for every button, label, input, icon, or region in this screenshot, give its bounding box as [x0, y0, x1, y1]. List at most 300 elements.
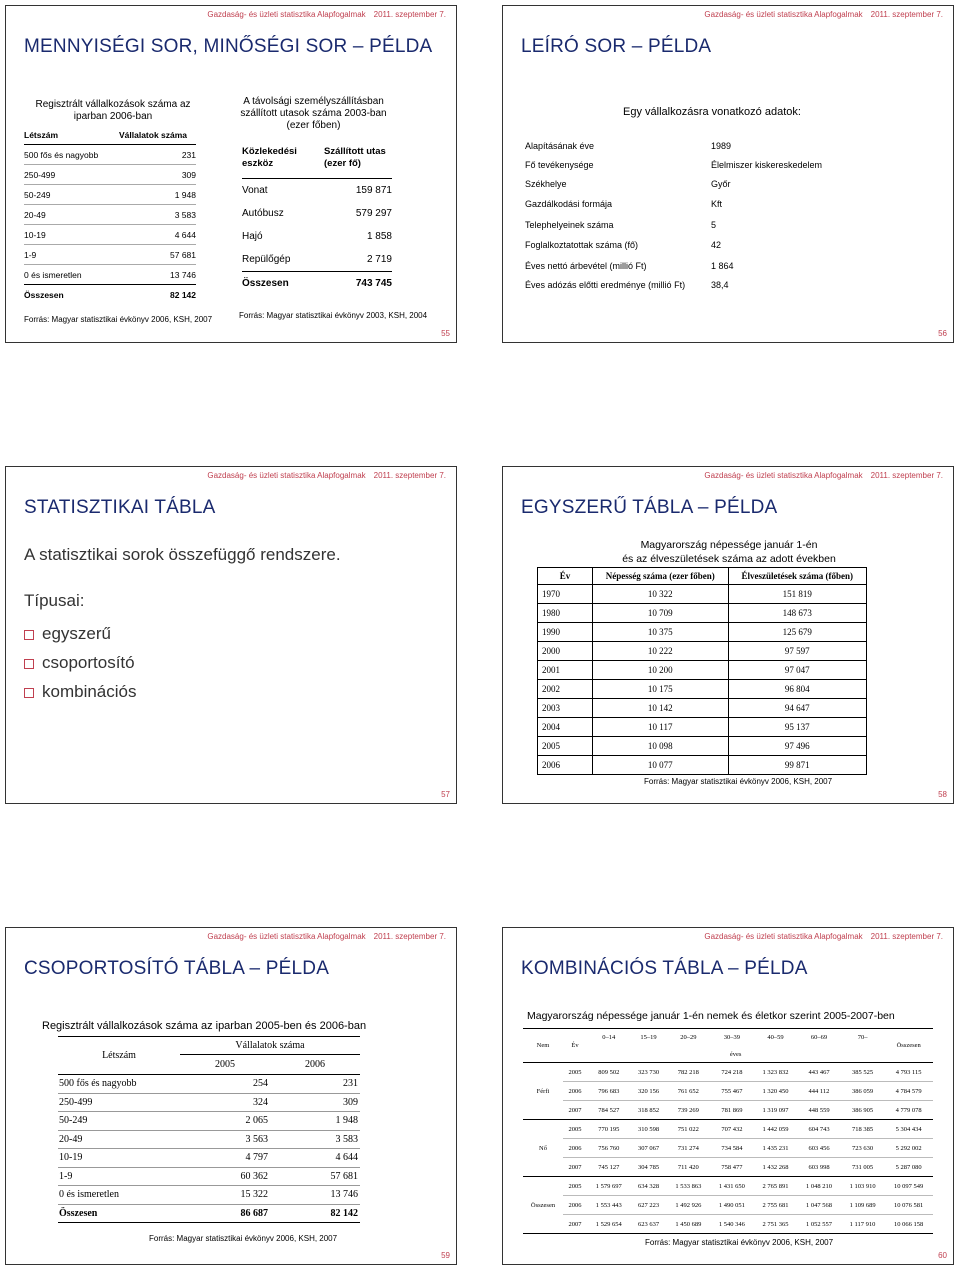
- cell: 151 819: [728, 585, 866, 604]
- header-course: Gazdaság- és üzleti statisztika Alapfogalmak: [207, 932, 366, 941]
- checkbox-bullet-icon: [24, 630, 34, 640]
- row-label: 50-249: [24, 189, 51, 200]
- th-age-5: 60–69: [797, 1029, 841, 1047]
- group-label: Összesen: [523, 1177, 563, 1234]
- row-label: 20-49: [24, 209, 46, 220]
- row-label: Összesen: [24, 289, 64, 300]
- table-row: [58, 1167, 360, 1186]
- th-utas: Szállított utas (ezer fő): [324, 146, 386, 169]
- row-label: Telephelyeinek száma: [525, 219, 614, 230]
- cell: 304 785: [631, 1158, 667, 1177]
- table-row: [58, 1112, 360, 1131]
- row-value: 38,4: [711, 279, 729, 290]
- cell: 385 525: [841, 1063, 885, 1082]
- cell: 2006: [563, 1139, 587, 1158]
- left-caption: Regisztrált vállalkozások száma az iparban 2006-ban: [35, 99, 191, 122]
- row-value: 2 719: [366, 254, 392, 265]
- table-row: [58, 1130, 360, 1149]
- table-row: [525, 256, 845, 275]
- cell: 13 746: [270, 1186, 360, 1205]
- table-row: [538, 699, 867, 718]
- checkbox-bullet-icon: [24, 688, 34, 698]
- cell: 796 683: [587, 1082, 631, 1101]
- cell: 756 760: [587, 1139, 631, 1158]
- table-row: [538, 756, 867, 775]
- bullet-item: [24, 677, 137, 706]
- th-age-1: 15–19: [631, 1029, 667, 1047]
- cell: 5 292 002: [884, 1139, 933, 1158]
- cell: 99 871: [728, 756, 866, 775]
- row-value: Kft: [711, 199, 723, 209]
- company-table: [525, 136, 845, 294]
- cell: 2 751 365: [754, 1215, 798, 1234]
- bullet-item: [24, 648, 137, 677]
- cell: 94 647: [728, 699, 866, 718]
- cell: 623 637: [631, 1215, 667, 1234]
- cell: 603 456: [797, 1139, 841, 1158]
- row-label: Repülőgép: [242, 254, 291, 265]
- cell: 1 579 697: [587, 1177, 631, 1196]
- cell: 97 496: [728, 737, 866, 756]
- page-number: 57: [441, 790, 450, 799]
- source: Forrás: Magyar statisztikai évkönyv 2006, KSH, 2007: [645, 1238, 834, 1247]
- cell: 1990: [538, 623, 593, 642]
- cell: 731 005: [841, 1158, 885, 1177]
- bullet-text: csoportosító: [42, 653, 135, 672]
- header-course: Gazdaság- és üzleti statisztika Alapfogalmak: [207, 471, 366, 480]
- row-label: 500 fős és nagyobb: [24, 149, 99, 160]
- cell: 0 és ismeretlen: [58, 1186, 180, 1205]
- table-row: [538, 661, 867, 680]
- row-value: Győr: [711, 178, 731, 189]
- cell: 95 137: [728, 718, 866, 737]
- caption: Magyarország népessége január 1-én nemek és életkor szerint 2005-2007-ben: [527, 1010, 895, 1022]
- slide-60: [502, 927, 954, 1265]
- cell: 5 287 080: [884, 1158, 933, 1177]
- cell: 444 112: [797, 1082, 841, 1101]
- cell: 10-19: [58, 1149, 180, 1168]
- cell: 755 467: [710, 1082, 754, 1101]
- header-date: 2011. szeptember 7.: [870, 932, 943, 941]
- table-row: [242, 271, 392, 295]
- table-row: [525, 234, 845, 256]
- cell: 320 156: [631, 1082, 667, 1101]
- caption: Regisztrált vállalkozások száma az iparban 2005-ben és 2006-ban: [42, 1020, 367, 1032]
- cell: 761 652: [667, 1082, 711, 1101]
- table-row: [58, 1075, 360, 1094]
- cell: 2000: [538, 642, 593, 661]
- cell: 20-49: [58, 1130, 180, 1149]
- table-row: [58, 1204, 360, 1223]
- th-nem: Nem: [523, 1029, 563, 1063]
- cell: 2007: [563, 1215, 587, 1234]
- row-value: 1989: [711, 140, 732, 151]
- row-label: 10-19: [24, 229, 46, 240]
- row-value: 82 142: [170, 289, 196, 300]
- cell: 758 477: [710, 1158, 754, 1177]
- cell: 1-9: [58, 1167, 180, 1186]
- cell: 751 022: [667, 1120, 711, 1139]
- row-value: 1 864: [711, 260, 734, 271]
- row-value: 13 746: [170, 269, 196, 280]
- cell: 10 222: [593, 642, 729, 661]
- cell: 707 432: [710, 1120, 754, 1139]
- cell: 1 540 346: [710, 1215, 754, 1234]
- cell: 2002: [538, 680, 593, 699]
- slide-55: [5, 5, 457, 343]
- cell: 82 142: [270, 1204, 360, 1223]
- cell: 1 047 568: [797, 1196, 841, 1215]
- header-course: Gazdaság- és üzleti statisztika Alapfogalmak: [704, 471, 863, 480]
- table-row: [242, 202, 392, 225]
- slide-58: [502, 466, 954, 804]
- cell: 125 679: [728, 623, 866, 642]
- cell: 448 559: [797, 1101, 841, 1120]
- table-row: [242, 225, 392, 248]
- table-row: [58, 1149, 360, 1168]
- left-source: Forrás: Magyar statisztikai évkönyv 2006, KSH, 2007: [24, 315, 213, 324]
- row-value: 743 745: [355, 278, 392, 289]
- cell: 10 175: [593, 680, 729, 699]
- slide-header: [199, 10, 446, 19]
- cell: 1 431 650: [710, 1177, 754, 1196]
- cell: 731 274: [667, 1139, 711, 1158]
- table-row: [24, 164, 196, 184]
- table-row: [525, 155, 845, 174]
- cell: 386 905: [841, 1101, 885, 1120]
- cell: 2005: [538, 737, 593, 756]
- cell: 254: [180, 1075, 270, 1094]
- cell: 1 320 450: [754, 1082, 798, 1101]
- table-row: [525, 275, 845, 294]
- table-row: [24, 145, 196, 164]
- cell: 1 323 832: [754, 1063, 798, 1082]
- table-row: [58, 1093, 360, 1112]
- group-label: Férfi: [523, 1063, 563, 1120]
- th-eszkoz: Közlekedési eszköz: [242, 146, 297, 169]
- th-eves: éves: [587, 1047, 884, 1063]
- cell: 10 077: [593, 756, 729, 775]
- page-number: 60: [938, 1251, 947, 1260]
- cell: 1 117 910: [841, 1215, 885, 1234]
- th-age-6: 70–: [841, 1029, 885, 1047]
- cell: 734 584: [710, 1139, 754, 1158]
- cell: 2006: [563, 1196, 587, 1215]
- row-value: 4 644: [174, 229, 196, 240]
- cell: 1 450 689: [667, 1215, 711, 1234]
- slide-title: EGYSZERŰ TÁBLA – PÉLDA: [521, 497, 778, 518]
- table-row: [538, 604, 867, 623]
- table-row: [24, 224, 196, 244]
- bullet-text: egyszerű: [42, 624, 111, 643]
- cell: 1 435 231: [754, 1139, 798, 1158]
- cell: 1 319 097: [754, 1101, 798, 1120]
- cell: 97 597: [728, 642, 866, 661]
- th-letszam: Létszám: [24, 130, 59, 140]
- row-label: Foglalkoztatottak száma (fő): [525, 240, 639, 250]
- checkbox-bullet-icon: [24, 659, 34, 669]
- cell: 2006: [538, 756, 593, 775]
- page-number: 58: [938, 790, 947, 799]
- cell: 2 765 891: [754, 1177, 798, 1196]
- row-label: Autóbusz: [242, 208, 284, 219]
- cell: 2005: [563, 1063, 587, 1082]
- header-course: Gazdaság- és üzleti statisztika Alapfogalmak: [704, 932, 863, 941]
- cell: 724 218: [710, 1063, 754, 1082]
- table-row: [58, 1186, 360, 1205]
- cell: 386 059: [841, 1082, 885, 1101]
- cell: 86 687: [180, 1204, 270, 1223]
- cell: 1 442 059: [754, 1120, 798, 1139]
- page-number: 56: [938, 329, 947, 338]
- cell: 4 779 078: [884, 1101, 933, 1120]
- table-row: [24, 204, 196, 224]
- page-number: 55: [441, 329, 450, 338]
- slide-57: [5, 466, 457, 804]
- cell: 324: [180, 1093, 270, 1112]
- row-label: 0 és ismeretlen: [24, 269, 82, 280]
- th-age-0: 0–14: [587, 1029, 631, 1047]
- cell: 723 630: [841, 1139, 885, 1158]
- caption: Egy vállalkozásra vonatkozó adatok:: [623, 106, 801, 118]
- slide-title: MENNYISÉGI SOR, MINŐSÉGI SOR – PÉLDA: [24, 36, 433, 57]
- header-course: Gazdaság- és üzleti statisztika Alapfogalmak: [704, 10, 863, 19]
- cell: 10 375: [593, 623, 729, 642]
- cell: 2 065: [180, 1112, 270, 1131]
- cell: 318 852: [631, 1101, 667, 1120]
- cell: 711 420: [667, 1158, 711, 1177]
- cell: 1 103 910: [841, 1177, 885, 1196]
- table-row: [523, 1158, 933, 1177]
- row-label: Hajó: [242, 231, 263, 242]
- row-value: 1 858: [366, 231, 392, 242]
- page-number: 59: [441, 1251, 450, 1260]
- types-label: Típusai:: [24, 591, 85, 610]
- slide-title: CSOPORTOSÍTÓ TÁBLA – PÉLDA: [24, 958, 330, 979]
- th-vallalatok: Vállalatok száma: [180, 1037, 360, 1055]
- cell: 3 583: [270, 1130, 360, 1149]
- row-label: Alapításának éve: [525, 140, 595, 151]
- table-row: [538, 585, 867, 604]
- th-age-3: 30–39: [710, 1029, 754, 1047]
- row-value: 309: [181, 169, 196, 180]
- th-elveszuletes: Élveszületések száma (főben): [728, 568, 866, 585]
- th-osszesen: Összesen: [884, 1029, 933, 1063]
- cell: 50-249: [58, 1112, 180, 1131]
- cell: 5 304 434: [884, 1120, 933, 1139]
- header-date: 2011. szeptember 7.: [870, 10, 943, 19]
- source: Forrás: Magyar statisztikai évkönyv 2006, KSH, 2007: [149, 1234, 338, 1243]
- row-label: 1-9: [24, 249, 37, 260]
- cell: 10 076 581: [884, 1196, 933, 1215]
- cell: 770 195: [587, 1120, 631, 1139]
- th-age-2: 20–29: [667, 1029, 711, 1047]
- table-row: [523, 1063, 933, 1082]
- grouped-table: [58, 1036, 360, 1223]
- cell: 250-499: [58, 1093, 180, 1112]
- combination-table: [523, 1028, 933, 1234]
- slide-title: STATISZTIKAI TÁBLA: [24, 497, 216, 518]
- cell: 2 755 681: [754, 1196, 798, 1215]
- th-ev: Év: [538, 568, 593, 585]
- table-row: [525, 193, 845, 215]
- table-row: [24, 264, 196, 284]
- row-value: 5: [711, 219, 717, 230]
- cell: 1 948: [270, 1112, 360, 1131]
- header-date: 2011. szeptember 7.: [373, 10, 446, 19]
- cell: 323 730: [631, 1063, 667, 1082]
- table-row: [538, 623, 867, 642]
- header-date: 2011. szeptember 7.: [870, 471, 943, 480]
- bullet-text: kombinációs: [42, 682, 137, 701]
- types-list: [24, 619, 137, 706]
- cell: 2006: [563, 1082, 587, 1101]
- cell: 1 490 051: [710, 1196, 754, 1215]
- table-row: [24, 244, 196, 264]
- cell: 782 218: [667, 1063, 711, 1082]
- table-row: [523, 1196, 933, 1215]
- cell: 97 047: [728, 661, 866, 680]
- header-course: Gazdaság- és üzleti statisztika Alapfogalmak: [207, 10, 366, 19]
- left-table: [24, 130, 196, 304]
- table-row: [24, 284, 196, 304]
- cell: 4 793 115: [884, 1063, 933, 1082]
- row-value: 231: [181, 149, 196, 160]
- row-label: Székhelye: [525, 178, 567, 189]
- table-row: [523, 1120, 933, 1139]
- cell: 10 709: [593, 604, 729, 623]
- slide-header: [199, 471, 446, 480]
- cell: 781 869: [710, 1101, 754, 1120]
- th-vallalatok: Vállalatok száma: [119, 130, 188, 140]
- right-caption: A távolsági személyszállításban szállított utasok száma 2003-ban (ezer főben): [240, 96, 387, 131]
- slide-header: [696, 471, 943, 480]
- row-value: 57 681: [170, 249, 196, 260]
- cell: 15 322: [180, 1186, 270, 1205]
- cell: 784 527: [587, 1101, 631, 1120]
- slide-header: [696, 10, 943, 19]
- cell: 4 784 579: [884, 1082, 933, 1101]
- header-date: 2011. szeptember 7.: [373, 471, 446, 480]
- cell: 745 127: [587, 1158, 631, 1177]
- cell: 231: [270, 1075, 360, 1094]
- cell: 10 200: [593, 661, 729, 680]
- th-age-4: 40–59: [754, 1029, 798, 1047]
- slide-title: KOMBINÁCIÓS TÁBLA – PÉLDA: [521, 958, 808, 979]
- cell: 1980: [538, 604, 593, 623]
- cell: 1 432 268: [754, 1158, 798, 1177]
- row-label: Összesen: [242, 278, 289, 289]
- table-row: [525, 136, 845, 155]
- cell: 1 533 863: [667, 1177, 711, 1196]
- cell: 10 098: [593, 737, 729, 756]
- row-value: 3 583: [174, 209, 196, 220]
- cell: 2004: [538, 718, 593, 737]
- slide-56: [502, 5, 954, 343]
- table-row: [525, 174, 845, 193]
- table-row: [24, 184, 196, 204]
- cell: 500 fős és nagyobb: [58, 1075, 180, 1094]
- cell: 60 362: [180, 1167, 270, 1186]
- table-row: [242, 179, 392, 202]
- cell: 2005: [563, 1120, 587, 1139]
- cell: 1 553 443: [587, 1196, 631, 1215]
- cell: 2001: [538, 661, 593, 680]
- group-label: Nő: [523, 1120, 563, 1177]
- cell: 604 743: [797, 1120, 841, 1139]
- row-label: Fő tevékenysége: [525, 159, 594, 170]
- row-label: Gazdálkodási formája: [525, 199, 613, 209]
- cell: 148 673: [728, 604, 866, 623]
- row-value: 42: [711, 240, 722, 250]
- row-label: Éves adózás előtti eredménye (millió Ft): [525, 279, 686, 290]
- table-row: [538, 718, 867, 737]
- cell: 718 385: [841, 1120, 885, 1139]
- table-row: [538, 737, 867, 756]
- bullet-item: [24, 619, 137, 648]
- cell: 1 052 557: [797, 1215, 841, 1234]
- cell: 2007: [563, 1158, 587, 1177]
- definition-text: A statisztikai sorok összefüggő rendszere.: [24, 545, 341, 564]
- cell: 10 066 158: [884, 1215, 933, 1234]
- cell: 2003: [538, 699, 593, 718]
- cell: 309: [270, 1093, 360, 1112]
- caption-line-2: és az élveszületések száma az adott években: [622, 553, 836, 565]
- th-ev: Év: [563, 1029, 587, 1063]
- row-value: 579 297: [355, 208, 392, 219]
- cell: 57 681: [270, 1167, 360, 1186]
- th-letszam: Létszám: [58, 1037, 180, 1075]
- slide-header: [696, 932, 943, 941]
- cell: 1970: [538, 585, 593, 604]
- table-row: [538, 642, 867, 661]
- row-value: Élelmiszer kiskereskedelem: [711, 159, 823, 170]
- cell: 1 109 689: [841, 1196, 885, 1215]
- cell: 809 502: [587, 1063, 631, 1082]
- row-label: Vonat: [242, 185, 268, 196]
- cell: 443 467: [797, 1063, 841, 1082]
- header-date: 2011. szeptember 7.: [373, 932, 446, 941]
- cell: 1 492 926: [667, 1196, 711, 1215]
- cell: 10 322: [593, 585, 729, 604]
- cell: 739 269: [667, 1101, 711, 1120]
- th-2006: 2006: [270, 1055, 360, 1075]
- table-row: [523, 1177, 933, 1196]
- slide-title: LEÍRÓ SOR – PÉLDA: [521, 36, 712, 57]
- row-value: 1 948: [174, 189, 196, 200]
- th-nepesseg: Népesség száma (ezer főben): [593, 568, 729, 585]
- cell: 1 529 654: [587, 1215, 631, 1234]
- cell: 634 328: [631, 1177, 667, 1196]
- table-row: [525, 215, 845, 234]
- table-row: [523, 1139, 933, 1158]
- cell: 4 644: [270, 1149, 360, 1168]
- cell: 307 067: [631, 1139, 667, 1158]
- cell: 10 142: [593, 699, 729, 718]
- row-value: 159 871: [355, 185, 392, 196]
- row-label: Éves nettó árbevétel (millió Ft): [525, 260, 647, 271]
- cell: 603 998: [797, 1158, 841, 1177]
- table-row: [523, 1215, 933, 1234]
- source: Forrás: Magyar statisztikai évkönyv 2006, KSH, 2007: [644, 777, 833, 786]
- cell: 10 097 549: [884, 1177, 933, 1196]
- right-table: [242, 146, 392, 295]
- cell: 2007: [563, 1101, 587, 1120]
- slide-header: [199, 932, 446, 941]
- population-table: [537, 567, 867, 775]
- cell: 627 223: [631, 1196, 667, 1215]
- table-row: [523, 1082, 933, 1101]
